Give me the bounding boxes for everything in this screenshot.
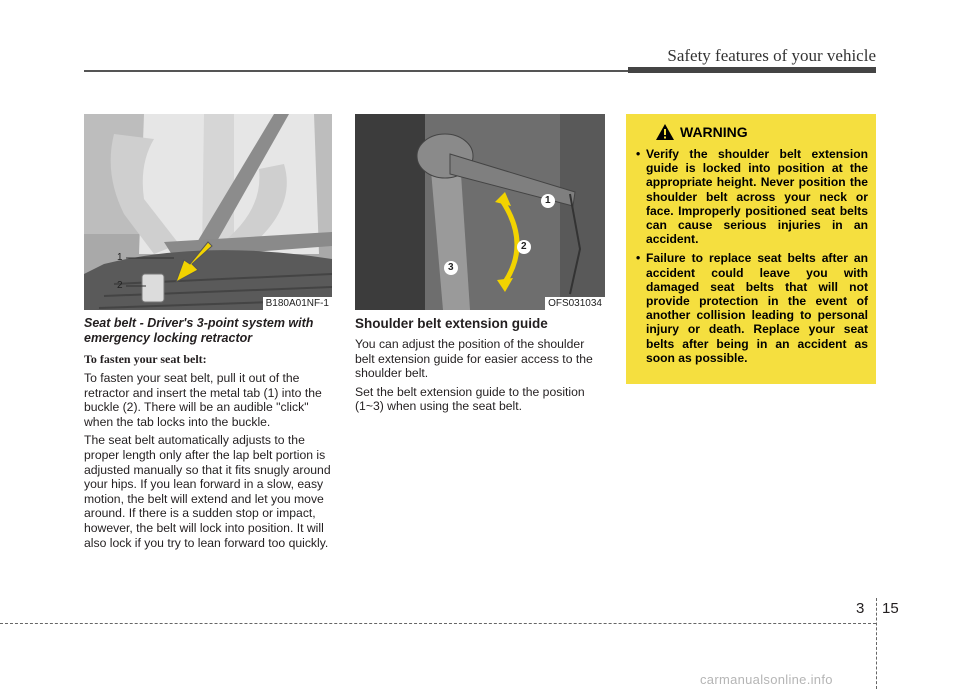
paragraph: The seat belt automatically adjusts to the proper length only after the lap belt portion is adjusted manually so that it fits snugly around your hips. If you lean forward in a slow, easy motion, the belt will extend and let you move around. If there is a sudden stop or impact, however, the belt will lock into position. It will also lock if you try to lean forward too quickly. [84, 433, 331, 550]
seatbelt-fastening-illustration [84, 114, 332, 310]
left-column [84, 316, 332, 550]
page-number: 15 [882, 600, 899, 617]
warning-header [656, 124, 748, 140]
callout-1: 1 [545, 195, 551, 206]
paragraph: To fasten your seat belt, pull it out of the retractor and insert the metal tab (1) into the buckle (2). There will be an audible "click" when the tab locks into the buckle. [84, 371, 322, 429]
warning-box [626, 114, 876, 384]
middle-column [355, 316, 605, 414]
callout-3: 3 [448, 262, 454, 273]
shoulder-belt-guide-drawing [355, 114, 605, 310]
paragraph: You can adjust the position of the shoulder belt extension guide for easier access to the shoulder belt. [355, 337, 593, 381]
figure-code: OFS031034 [545, 297, 605, 310]
header-tab-bar [628, 67, 876, 73]
section-heading: Shoulder belt extension guide [355, 316, 548, 331]
warning-item: • Verify the shoulder belt extension guide is locked into position at the appropriate height. Never position the shoulder belt across your neck or face. Improperly positioned seat belts can cause serious injuries in an accident. [636, 147, 868, 246]
paragraph: Set the belt extension guide to the position (1~3) when using the seat belt. [355, 384, 585, 414]
warning-item: • Failure to replace seat belts after an accident could leave you with damaged seat belts that will not provide protection in the event of another collision leading to personal injury or death. Replace your seat belts after being in an accident as soon as possible. [636, 251, 868, 365]
chapter-number: 3 [856, 600, 865, 617]
footer-divider [876, 598, 877, 689]
subheading: To fasten your seat belt: [84, 352, 207, 366]
warning-title: WARNING [680, 124, 748, 140]
callout-1: 1 [117, 252, 123, 263]
figure-caption: Seat belt - Driver's 3-point system with emergency locking retractor [84, 316, 314, 345]
footer-rule [0, 623, 876, 624]
page-section-title: Safety features of your vehicle [667, 46, 876, 65]
callout-2: 2 [521, 241, 527, 252]
figure-code: B180A01NF-1 [263, 297, 332, 310]
watermark-text: carmanualsonline.info [700, 672, 833, 687]
shoulder-belt-guide-illustration [355, 114, 605, 310]
warning-list [636, 147, 868, 370]
callout-2: 2 [117, 280, 123, 291]
warning-triangle-icon [656, 124, 674, 140]
